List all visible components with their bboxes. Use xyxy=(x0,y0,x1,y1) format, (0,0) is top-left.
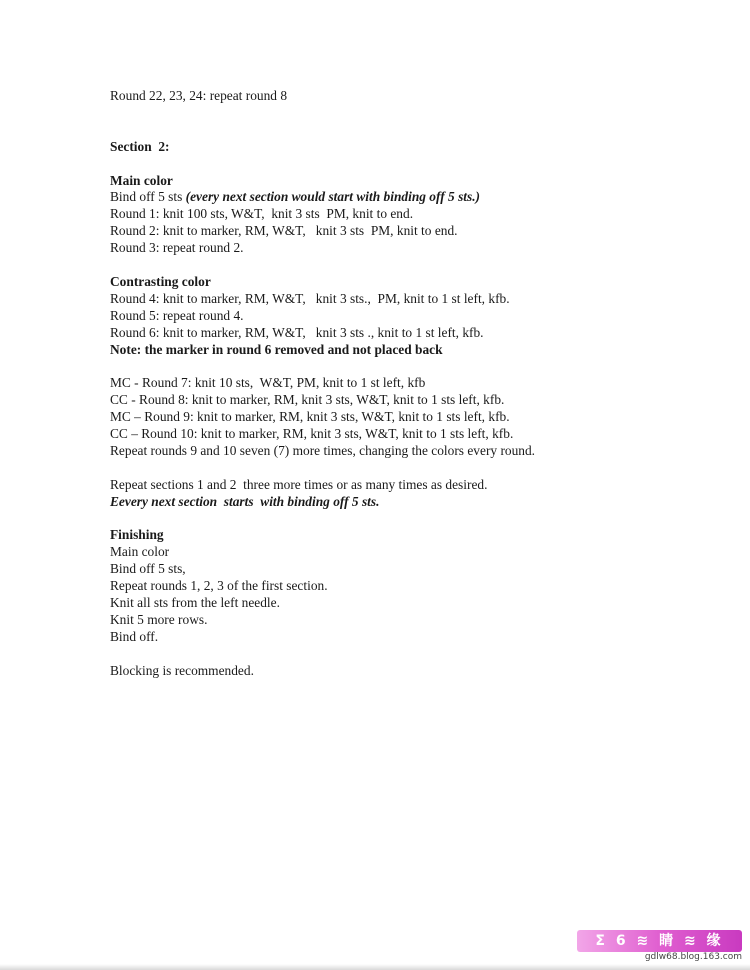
contrasting-color-heading: Contrasting color xyxy=(110,273,211,289)
repeat-sections-line: Repeat sections 1 and 2 three more times or as many times as desired. xyxy=(110,476,488,492)
contrast-round-5: Round 5: repeat round 4. xyxy=(110,307,244,323)
main-round-3: Round 3: repeat round 2. xyxy=(110,240,244,256)
finishing-line: Bind off 5 sts, xyxy=(110,561,186,577)
alt-round-7: MC - Round 7: knit 10 sts, W&T, PM, knit to 1 st left, kfb xyxy=(110,375,426,391)
repeat-sections-note: Eevery next section starts with binding off 5 sts. xyxy=(110,493,380,509)
bind-off-note: (every next section would start with binding off 5 sts.) xyxy=(185,189,481,205)
finishing-heading: Finishing xyxy=(110,527,164,543)
bind-off-text: Bind off 5 sts xyxy=(110,189,186,205)
finishing-line: Repeat rounds 1, 2, 3 of the first section. xyxy=(110,578,328,594)
contrast-round-4: Round 4: knit to marker, RM, W&T, knit 3 sts., PM, knit to 1 st left, kfb. xyxy=(110,290,510,306)
document-page xyxy=(110,88,710,680)
watermark-banner: Σ 6 ≋ 睛 ≋ 缘 xyxy=(577,930,742,952)
intro-line: Round 22, 23, 24: repeat round 8 xyxy=(110,88,288,103)
alt-round-9: MC – Round 9: knit to marker, RM, knit 3 sts, W&T, knit to 1 sts left, kfb. xyxy=(110,409,510,425)
repeat-rounds-line: Repeat rounds 9 and 10 seven (7) more times, changing the colors every round. xyxy=(110,442,536,458)
main-color-heading: Main color xyxy=(110,172,173,188)
finishing-line: Knit all sts from the left needle. xyxy=(110,595,280,611)
alt-round-8: CC - Round 8: knit to marker, RM, knit 3 sts, W&T, knit to 1 sts left, kfb. xyxy=(110,392,505,408)
bind-off-line xyxy=(110,189,710,206)
section-title: Section 2: xyxy=(110,138,170,154)
alt-round-10: CC – Round 10: knit to marker, RM, knit 3 sts, W&T, knit to 1 sts left, kfb. xyxy=(110,426,514,442)
main-round-2: Round 2: knit to marker, RM, W&T, knit 3 sts PM, knit to end. xyxy=(110,223,458,239)
watermark-url: gdlw68.blog.163.com xyxy=(644,952,742,962)
finishing-line: Knit 5 more rows. xyxy=(110,612,208,627)
main-round-1: Round 1: knit 100 sts, W&T, knit 3 sts PM, knit to end. xyxy=(110,206,414,222)
contrast-round-6: Round 6: knit to marker, RM, W&T, knit 3 sts ., knit to 1 st left, kfb. xyxy=(110,324,484,340)
page-bottom-edge xyxy=(0,964,750,970)
finishing-line: Main color xyxy=(110,544,170,560)
closing-line: Blocking is recommended. xyxy=(110,662,254,678)
marker-note: Note: the marker in round 6 removed and not placed back xyxy=(110,341,443,357)
blog-watermark xyxy=(577,930,742,960)
finishing-line: Bind off. xyxy=(110,628,159,644)
